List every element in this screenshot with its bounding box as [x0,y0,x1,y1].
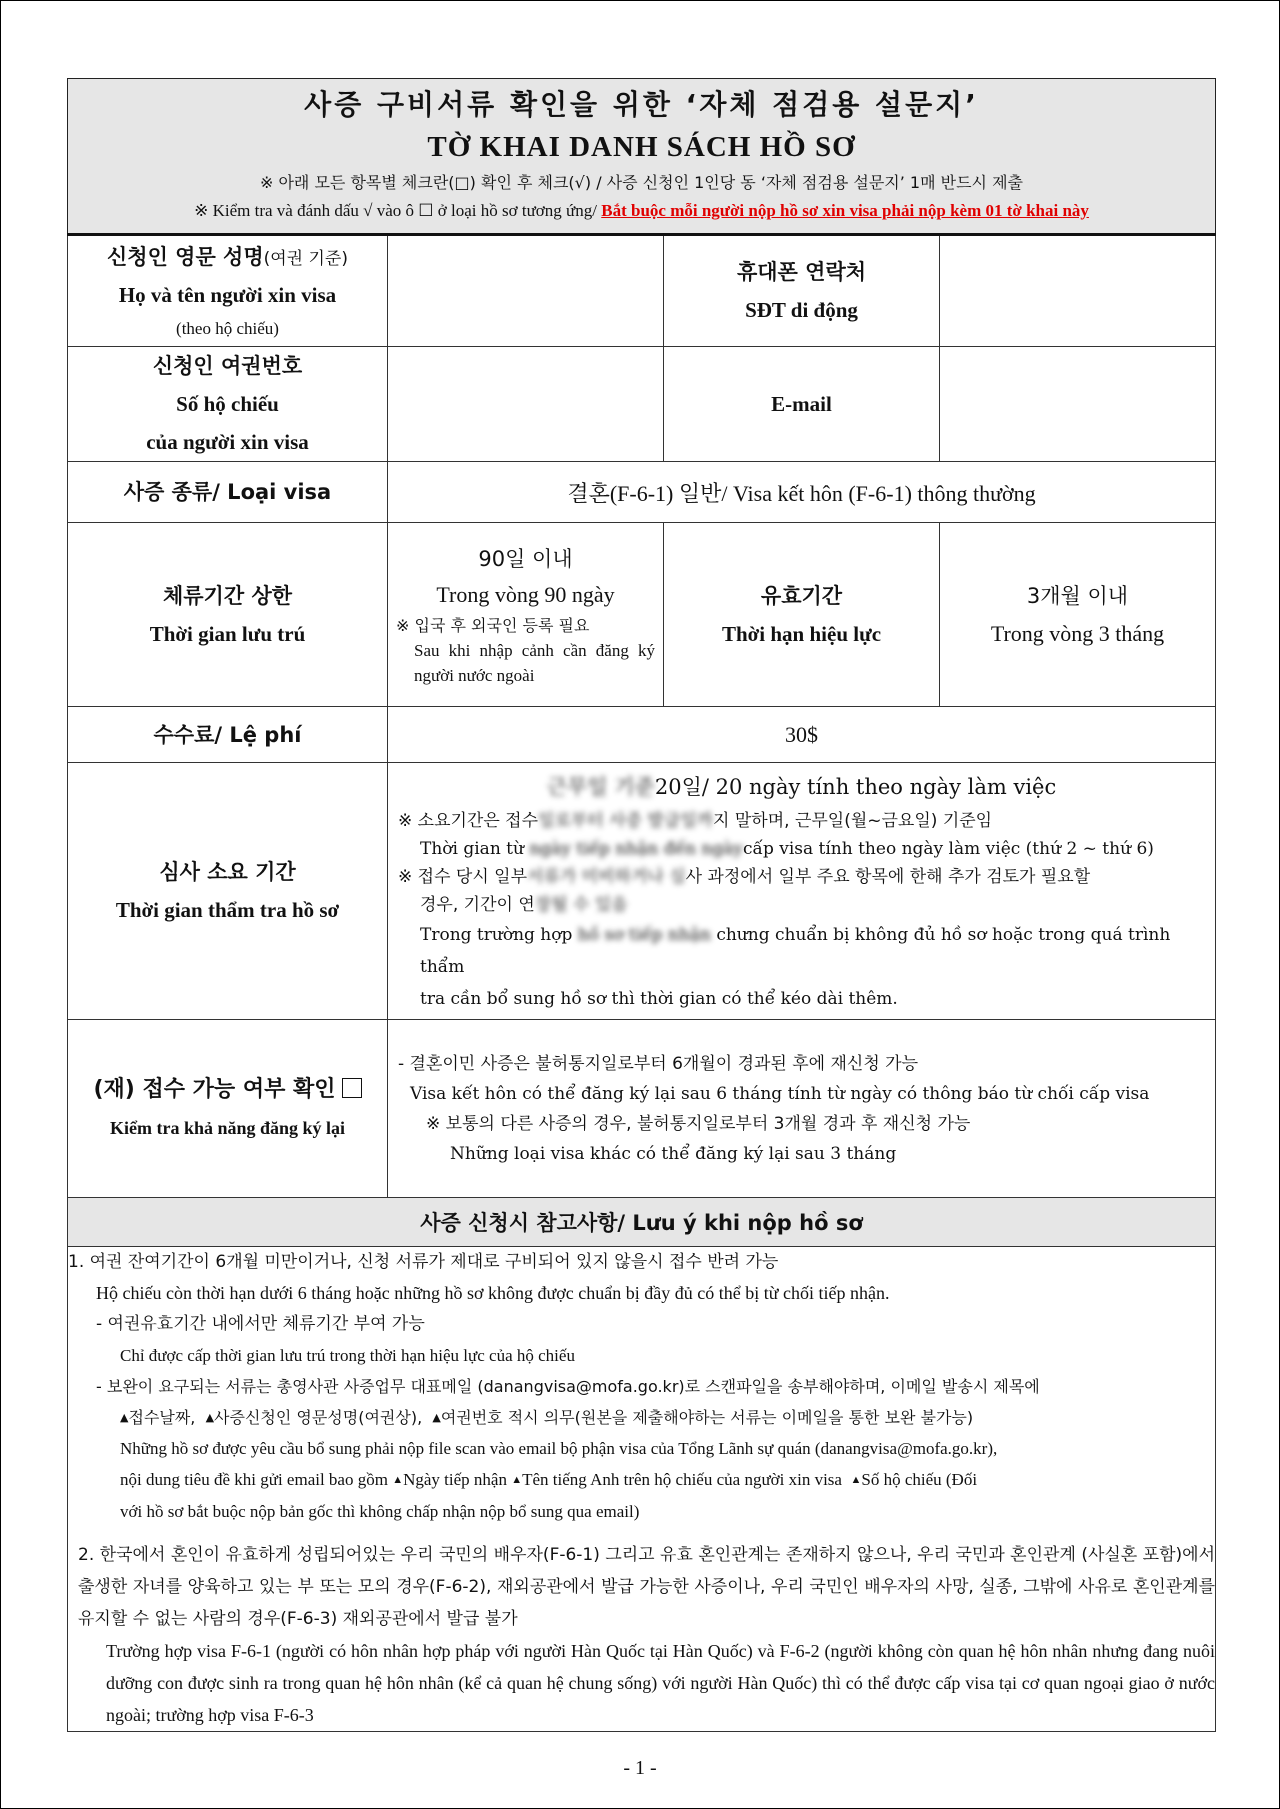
passport-label-vi2: của người xin visa [146,430,309,454]
note1-kr: 1. 여권 잔여기간이 6개월 미만이거나, 신청 서류가 제대로 구비되어 있지 않을시 접수 반려 가능 [68,1252,779,1272]
instruction-korean: ※ 아래 모든 항목별 체크란(□) 확인 후 체크(√) / 사증 신청인 1인당 동 ‘자체 점검용 설문지’ 1매 반드시 제출 [259,173,1024,192]
visa-type-label-text: 사증 종류/ Loại visa [123,480,332,504]
note2-kr: 2. 한국에서 혼인이 유효하게 성립되어있는 우리 국민의 배우자(F-6-1) 그리고 유효 혼인관계는 존재하지 않으나, 우리 국민과 혼인관계 (사실혼 포함)에서 출생한 자녀를 양육하고 있는 부 또는 모의 경우(F-6-2), 재외공관에서 발급 가능한 사증이나, 우리 국민인 배우자의 사망, 실종, 그밖에 사유로 혼인관계를 유지할 수 없는 사람의 경우(F-6-3) 재외공관에서 발급 불가 [78,1545,1215,1629]
note1b-kr: - 보완이 요구되는 서류는 총영사관 사증업무 대표메일 (danangvisa@mofa.go.kr)로 스캔파일을 송부해야하며, 이메일 발송시 제목에 [96,1377,1040,1396]
passport-label-vi1: Số hộ chiếu [176,392,279,416]
validity-value-cell [940,523,1216,707]
reapply-line2: Visa kết hôn có thể đăng ký lại sau 6 tháng tính từ ngày có thông báo từ chối cấp visa [410,1083,1150,1104]
review-note2-kr: ※ 접수 당시 일부서류가 미비하거나 심사 과정에서 일부 주요 항목에 한해 추가 검토가 필요할 [398,867,1091,887]
review-note2-vi-cont: tra cần bổ sung hồ sơ thì thời gian có thể kéo dài thêm. [420,989,898,1009]
name-input-cell[interactable] [388,235,664,347]
validity-label-vi: Thời hạn hiệu lực [721,621,882,646]
title-vietnamese: TỜ KHAI DANH SÁCH HỒ SƠ [427,131,856,163]
reapply-value-cell [388,1020,1216,1198]
note1b-vi2: nội dung tiêu đề khi gửi email bao gồm ▲Ngày tiếp nhận ▲Tên tiếng Anh trên hộ chiếu của người xin visa ▲Số hộ chiếu (Đối [120,1470,978,1489]
instruction-vietnamese [78,197,1205,225]
review-duration [398,767,1205,807]
note1a-kr: - 여권유효기간 내에서만 체류기간 부여 가능 [96,1314,425,1334]
stay-note-vi: Sau khi nhập cảnh cần đăng ký người nước ngoài [414,641,655,685]
review-label [68,763,388,1020]
validity-value-kr: 3개월 이내 [1026,583,1129,608]
passport-input-cell[interactable] [388,347,664,462]
reapply-label [68,1020,388,1198]
visa-type-value: 결혼(F-6-1) 일반/ Visa kết hôn (F-6-1) thông thường [388,462,1216,523]
passport-label-kr: 신청인 여권번호 [152,354,303,378]
title-korean: 사증 구비서류 확인을 위한 ‘자체 점검용 설문지’ [304,88,979,121]
header-row [68,79,1216,235]
phone-input-cell[interactable] [940,235,1216,347]
email-label: E-mail [664,347,940,462]
notes-header-row [68,1198,1216,1247]
note1b-vi1: Những hồ sơ được yêu cầu bổ sung phải nộp file scan vào email bộ phận visa của Tổng Lãnh sự quán (danangvisa@mofa.go.kr), [120,1439,998,1458]
fee-row [68,707,1216,763]
review-row [68,763,1216,1020]
reapply-line1: - 결혼이민 사증은 불허통지일로부터 6개월이 경과된 후에 재신청 가능 [398,1053,918,1074]
reapply-checkbox[interactable] [342,1078,362,1098]
name-label-vi-sub: (theo hộ chiếu) [176,319,279,338]
reapply-label-vi: Kiểm tra khả năng đăng ký lại [109,1117,346,1138]
review-duration-blurred: 근무일 기준 [546,775,655,799]
review-note2-kr-cont: 경우, 기간이 연장될 수 있음 [420,895,628,915]
form-header [68,79,1216,235]
passport-label [68,347,388,462]
phone-label-vi: SĐT di động [745,298,858,322]
validity-value-vi: Trong vòng 3 tháng [990,620,1165,646]
stay-note-kr: ※ 입국 후 외국인 등록 필요 [396,616,590,635]
note2-vi: Trường hợp visa F-6-1 (người có hôn nhân hợp pháp với người Hàn Quốc tại Hàn Quốc) và F-6-2 (người không còn quan hệ hôn nhân nhưng đang nuôi dưỡng con được sinh ra trong quan hệ hôn nhân (kể cả quan hệ chung sống) với người Hàn Quốc) thì có thể được cấp visa tại cơ quan ngoại giao ở nước ngoài; trường hợp visa F-6-3 [106,1641,1215,1725]
reapply-label-kr: (재) 접수 가능 여부 확인 [68,1071,387,1109]
fee-value: 30$ [388,707,1216,763]
instruction-vi-prefix: ※ Kiểm tra và đánh dấu √ vào ô ☐ ở loại hồ sơ tương ứng/ [194,201,597,220]
name-label [68,235,388,347]
name-label-kr: 신청인 영문 성명 [107,245,264,269]
phone-label-kr: 휴대폰 연락처 [736,260,867,284]
page-number: - 1 - [623,1757,657,1779]
stay-row [68,523,1216,707]
passport-row [68,347,1216,462]
instruction-vi-required: Bắt buộc mỗi người nộp hồ sơ xin visa phải nộp kèm 01 tờ khai này [601,201,1089,220]
fee-label-text: 수수료/ Lệ phí [153,722,302,747]
visa-checklist-table [67,78,1216,1732]
note1b-vi3: với hồ sơ bắt buộc nộp bản gốc thì không chấp nhận nộp bổ sung qua email) [120,1502,640,1521]
reapply-line4: Những loại visa khác có thể đăng ký lại sau 3 tháng [450,1143,897,1164]
stay-label [68,523,388,707]
validity-label-kr: 유효기간 [760,583,843,608]
stay-value-cell [388,523,664,707]
validity-label [664,523,940,707]
name-label-vi: Họ và tên người xin visa [118,283,337,307]
review-label-kr: 심사 소요 기간 [159,860,296,884]
review-note1-vi: Thời gian từ ngày tiếp nhận đến ngàycấp visa tính theo ngày làm việc (thứ 2 ~ thứ 6) [420,839,1154,859]
stay-value-kr: 90일 이내 [478,547,573,571]
review-note1-kr: ※ 소요기간은 접수일로부터 사증 발급일까지 말하며, 근무일(월~금요일) 기준임 [398,811,993,831]
note1a-vi: Chỉ được cấp thời gian lưu trú trong thời hạn hiệu lực của hộ chiếu [120,1346,575,1365]
name-label-kr-sub: (여권 기준) [263,249,348,269]
fee-label [68,707,388,763]
note1b-kr2: ▲접수날짜, ▲사증신청인 영문성명(여권상), ▲여권번호 적시 의무(원본을 제출해야하는 서류는 이메일을 통한 보완 불가능) [120,1408,974,1427]
stay-label-kr: 체류기간 상한 [162,583,293,608]
name-row [68,235,1216,347]
phone-label [664,235,940,347]
stay-value-vi: Trong vòng 90 ngày [436,582,615,607]
email-input-cell[interactable] [940,347,1216,462]
review-note2-vi: Trong trường hợp hồ sơ tiếp nhận chưng chuẩn bị không đủ hồ sơ hoặc trong quá trình thẩm [420,925,1171,977]
visa-type-label [68,462,388,523]
note1-vi: Hộ chiếu còn thời hạn dưới 6 tháng hoặc những hồ sơ không được chuẩn bị đầy đủ có thể bị từ chối tiếp nhận. [96,1283,890,1303]
review-label-vi: Thời gian thẩm tra hồ sơ [115,898,340,922]
notes-row [68,1247,1216,1732]
form-sheet [67,78,1215,1732]
review-duration-text: 20일/ 20 ngày tính theo ngày làm việc [654,775,1057,799]
reapply-line3: ※ 보통의 다른 사증의 경우, 불허통지일로부터 3개월 경과 후 재신청 가능 [426,1113,971,1134]
review-value-cell [388,763,1216,1020]
stay-label-vi: Thời gian lưu trú [149,621,306,646]
notes-title: 사증 신청시 참고사항/ Lưu ý khi nộp hồ sơ [68,1198,1216,1247]
visa-type-row [68,462,1216,523]
reapply-row [68,1020,1216,1198]
notes-body [68,1247,1216,1732]
